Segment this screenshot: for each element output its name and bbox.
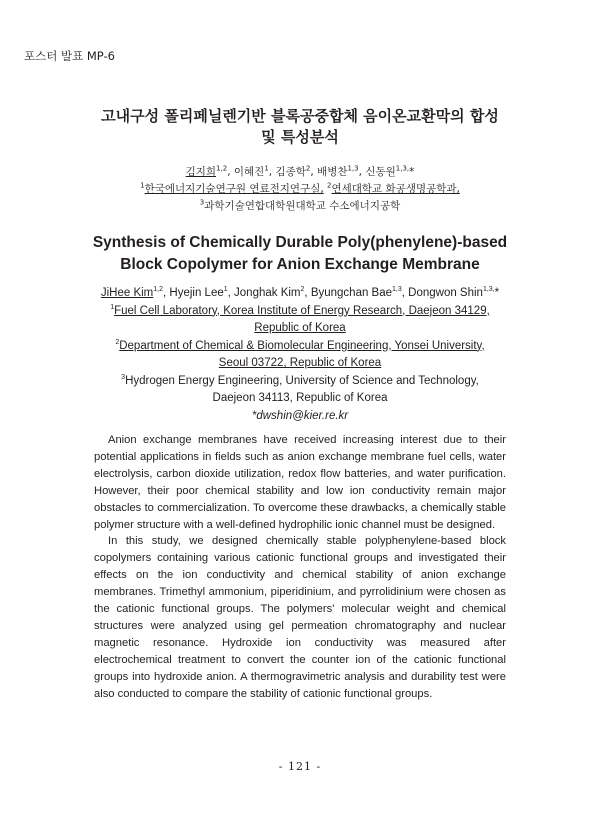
korean-author-list: 김지희$^{1,2}$, 이혜진$^1$, 김종학$^2$, 배병찬$^{1,3}$, 신동원$^{1,3,}$*	[185, 164, 415, 178]
abstract-paragraph-1: Anion exchange membranes have received increasing interest due to their potential applications in fields such as anion exchange membrane fuel cells, water electrolysis, carbon dioxide utilization, redox flow batteries, and water purification. However, their poor chemical stability and low ion conductivity remain major obstacles to commercialization. To overcome these drawbacks, a chemically stable polymer structure with a well-defined hydrophilic ionic channel must be designed.	[94, 434, 506, 531]
english-author-3-sup: 2	[300, 286, 305, 294]
korean-author-1: 김지희	[185, 166, 217, 178]
korean-author-5: 신동원	[365, 166, 396, 178]
english-author-1: JiHee Kim	[100, 287, 154, 299]
english-author-5: Dongwon Shin	[408, 287, 483, 299]
english-author-4-sup: 1,3	[392, 286, 402, 294]
abstract	[94, 432, 506, 703]
korean-title-line1: 고내구성 폴리페닐렌기반 블록공중합체 음이온교환막의 합성	[101, 107, 499, 125]
english-affiliation-3	[40, 373, 560, 408]
page-number: - 121 -	[278, 760, 322, 773]
english-author-1-sup: 1,2	[153, 286, 163, 294]
english-affil-sup1: 1	[110, 303, 115, 311]
korean-title	[60, 106, 540, 148]
korean-author-4: 배병찬	[317, 166, 348, 178]
english-author-list: JiHee Kim$^{1,2}$, Hyejin Lee$^1$, Jonghak Kim$^2$, Byungchan Bae$^{1,3}$, Dongwon Shin$^{1,3,}$*	[100, 286, 500, 299]
session-label: 포스터 발표 MP-6	[24, 49, 115, 63]
english-author-3: Jonghak Kim	[234, 287, 301, 299]
korean-affil-sup2: 2	[327, 181, 332, 190]
english-title-line1: Synthesis of Chemically Durable Poly(phenylene)-based	[92, 234, 508, 251]
corresponding-email: *dwshin@kier.re.kr	[251, 409, 349, 422]
korean-author-3-sup: 2	[305, 164, 311, 173]
korean-authors-block	[40, 164, 560, 215]
english-title-line2: Block Copolymer for Anion Exchange Membrane	[120, 256, 480, 273]
korean-affiliations-line1	[40, 181, 560, 198]
korean-affiliation-3: 과학기술연합대학원대학교 수소에너지공학	[204, 200, 401, 212]
english-affil-sup2: 2	[115, 338, 120, 346]
english-corr-mark: *	[494, 287, 500, 299]
korean-author-5-sup: 1,3,	[395, 164, 410, 173]
korean-affiliations-line2	[40, 198, 560, 215]
korean-corr-mark: *	[409, 166, 415, 178]
english-affil-1-line2: Republic of Korea	[254, 322, 346, 334]
korean-title-line2: 및 특성분석	[261, 128, 339, 146]
korean-affil-sup3: 3	[199, 198, 205, 207]
english-authors-block	[40, 285, 560, 425]
korean-affiliation-2: 연세대학교 화공생명공학과,	[331, 183, 460, 195]
english-affil-sup3: 3	[121, 373, 126, 381]
english-affil-2-line1: Department of Chemical & Biomolecular Engineering, Yonsei University,	[119, 339, 485, 352]
korean-author-3: 김종학	[275, 166, 306, 178]
korean-affiliation-1: 한국에너지기술연구원 연료전지연구실,	[144, 183, 324, 195]
english-affil-3-line2: Daejeon 34113, Republic of Korea	[212, 392, 388, 404]
english-affil-1-line1: Fuel Cell Laboratory, Korea Institute of Energy Research, Daejeon 34129,	[114, 304, 490, 317]
english-affil-3-line1: Hydrogen Energy Engineering, University of Science and Technology,	[125, 374, 479, 387]
english-affiliation-2	[40, 338, 560, 373]
english-author-2-sup: 1	[223, 286, 228, 294]
korean-affil-sup1: 1	[140, 181, 145, 190]
english-title	[40, 232, 560, 276]
korean-author-2-sup: 1	[264, 164, 269, 173]
english-author-2: Hyejin Lee	[169, 287, 224, 299]
korean-author-2: 이혜진	[233, 166, 265, 178]
abstract-paragraph-2: In this study, we designed chemically stable polyphenylene-based block copolymers containing various cationic functional groups and investigated their effects on the ion conductivity and chemical stability of anion exchange membranes. Trimethyl ammonium, piperidinium, and pyrrolidinium were chosen as the cationic functional groups. The polymers' molecular weight and chemical structures were analyzed using gel permeation chromatography and nuclear magnetic resonance. Hydroxide ion conductivity was measured after electrochemical treatment to convert the counter ion of the cationic functional groups into hydroxide anion. A thermogravimetric analysis and durability test were also conducted to compare the stability of cationic functional groups.	[94, 535, 506, 700]
english-author-5-sup: 1,3,	[482, 286, 495, 294]
english-author-4: Byungchan Bae	[310, 287, 393, 299]
english-affil-2-line2: Seoul 03722, Republic of Korea	[218, 357, 382, 369]
english-affiliation-1	[40, 303, 560, 338]
korean-author-1-sup: 1,2	[216, 164, 228, 173]
korean-author-4-sup: 1,3	[347, 164, 359, 173]
